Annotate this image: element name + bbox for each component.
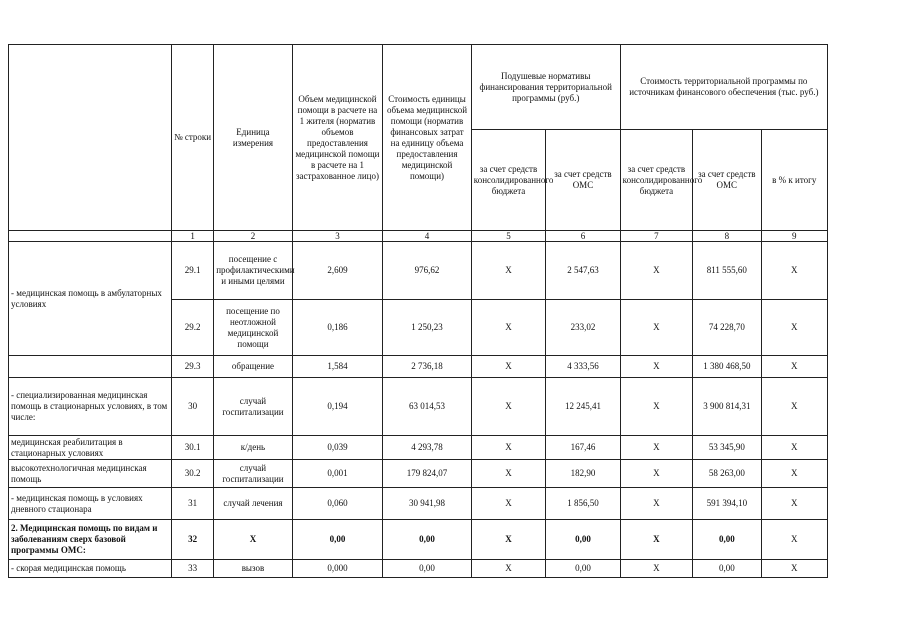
row-cost: 0,00 <box>383 520 472 560</box>
table-row <box>9 520 828 560</box>
header-unit-cost: Стоимость единицы объема медицинской помощи (норматив финансовых затрат на единицу объема предоставления медицинской помощи) <box>383 45 472 231</box>
row-c8: 0,00 <box>693 560 761 578</box>
header-per-capita-group: Подушевые нормативы финансирования территориальной программы (руб.) <box>471 45 620 130</box>
row-cost: 4 293,78 <box>383 436 472 460</box>
row-unit: вызов <box>214 560 292 578</box>
column-number: 2 <box>214 231 292 242</box>
row-c7: X <box>620 242 692 300</box>
row-c8: 591 394,10 <box>693 488 761 520</box>
row-unit: посещение с профилактическими и иными целями <box>214 242 292 300</box>
row-c9: X <box>761 300 827 356</box>
row-label: 2. Медицинская помощь по видам и заболеваниям сверх базовой программы ОМС: <box>9 520 172 560</box>
row-c9: X <box>761 436 827 460</box>
row-c6: 1 856,50 <box>546 488 620 520</box>
header-program-cost-group: Стоимость территориальной программы по источникам финансового обеспечения (тыс. руб.) <box>620 45 827 130</box>
row-c7: X <box>620 378 692 436</box>
row-c9: X <box>761 520 827 560</box>
row-unit: к/день <box>214 436 292 460</box>
row-c6: 0,00 <box>546 520 620 560</box>
row-cost: 1 250,23 <box>383 300 472 356</box>
row-c8: 58 263,00 <box>693 460 761 488</box>
column-number: 5 <box>471 231 545 242</box>
row-c9: X <box>761 242 827 300</box>
row-volume: 0,001 <box>292 460 383 488</box>
header-cost-percent: в % к итогу <box>761 130 827 231</box>
column-number: 1 <box>171 231 213 242</box>
row-volume: 2,609 <box>292 242 383 300</box>
row-cost: 63 014,53 <box>383 378 472 436</box>
row-cost: 30 941,98 <box>383 488 472 520</box>
row-unit: случай лечения <box>214 488 292 520</box>
row-volume: 1,584 <box>292 356 383 378</box>
row-c6: 4 333,56 <box>546 356 620 378</box>
header-cost-oms: за счет средств ОМС <box>693 130 761 231</box>
header-row-1 <box>9 45 828 130</box>
header-per-capita-oms: за счет средств ОМС <box>546 130 620 231</box>
row-c9: X <box>761 378 827 436</box>
table-row <box>9 488 828 520</box>
row-c9: X <box>761 488 827 520</box>
row-number: 32 <box>171 520 213 560</box>
row-label: - медицинская помощь в амбулаторных условиях <box>9 242 172 356</box>
row-unit: посещение по неотложной медицинской помощи <box>214 300 292 356</box>
row-label: высокотехнологичная медицинская помощь <box>9 460 172 488</box>
header-per-capita-budget: за счет средств консолидированного бюджета <box>471 130 545 231</box>
column-number: 3 <box>292 231 383 242</box>
row-c5: X <box>471 356 545 378</box>
row-c8: 53 345,90 <box>693 436 761 460</box>
row-c6: 2 547,63 <box>546 242 620 300</box>
row-c9: X <box>761 560 827 578</box>
row-label: - медицинская помощь в условиях дневного стационара <box>9 488 172 520</box>
row-volume: 0,00 <box>292 520 383 560</box>
row-number: 30.2 <box>171 460 213 488</box>
row-label: медицинская реабилитация в стационарных условиях <box>9 436 172 460</box>
row-unit: случай госпитализации <box>214 378 292 436</box>
row-c5: X <box>471 560 545 578</box>
row-number: 29.1 <box>171 242 213 300</box>
row-c8: 811 555,60 <box>693 242 761 300</box>
row-number: 29.2 <box>171 300 213 356</box>
header-unit: Единица измерения <box>214 45 292 231</box>
row-c5: X <box>471 242 545 300</box>
header-label-blank <box>9 45 172 231</box>
header-row-number: № строки <box>171 45 213 231</box>
row-number: 30 <box>171 378 213 436</box>
row-number: 31 <box>171 488 213 520</box>
row-c5: X <box>471 488 545 520</box>
table-row <box>9 378 828 436</box>
column-number: 7 <box>620 231 692 242</box>
row-c7: X <box>620 460 692 488</box>
column-number: 9 <box>761 231 827 242</box>
row-volume: 0,039 <box>292 436 383 460</box>
row-c7: X <box>620 300 692 356</box>
table-row <box>9 436 828 460</box>
row-label: - специализированная медицинская помощь в стационарных условиях, в том числе: <box>9 378 172 436</box>
financing-table <box>8 44 828 578</box>
table-row <box>9 242 828 300</box>
row-c7: X <box>620 520 692 560</box>
row-c6: 12 245,41 <box>546 378 620 436</box>
column-number: 8 <box>693 231 761 242</box>
row-label <box>9 356 172 378</box>
row-c5: X <box>471 300 545 356</box>
row-unit: обращение <box>214 356 292 378</box>
row-c5: X <box>471 520 545 560</box>
table-row <box>9 356 828 378</box>
column-number: 6 <box>546 231 620 242</box>
row-c7: X <box>620 436 692 460</box>
row-c5: X <box>471 460 545 488</box>
row-cost: 0,00 <box>383 560 472 578</box>
row-volume: 0,186 <box>292 300 383 356</box>
row-c7: X <box>620 356 692 378</box>
row-c5: X <box>471 378 545 436</box>
row-number: 29.3 <box>171 356 213 378</box>
row-c7: X <box>620 560 692 578</box>
column-number-blank <box>9 231 172 242</box>
column-number: 4 <box>383 231 472 242</box>
row-volume: 0,194 <box>292 378 383 436</box>
row-c8: 0,00 <box>693 520 761 560</box>
row-label: - скорая медицинская помощь <box>9 560 172 578</box>
row-c6: 167,46 <box>546 436 620 460</box>
row-c7: X <box>620 488 692 520</box>
row-c9: X <box>761 356 827 378</box>
row-c6: 233,02 <box>546 300 620 356</box>
row-c5: X <box>471 436 545 460</box>
row-c8: 1 380 468,50 <box>693 356 761 378</box>
column-numbers-row <box>9 231 828 242</box>
row-volume: 0,000 <box>292 560 383 578</box>
row-number: 30.1 <box>171 436 213 460</box>
header-volume: Объем медицинской помощи в расчете на 1 жителя (норматив объемов предоставления медицинской помощи в расчете на 1 застрахованное лицо) <box>292 45 383 231</box>
row-unit: X <box>214 520 292 560</box>
row-number: 33 <box>171 560 213 578</box>
row-c8: 74 228,70 <box>693 300 761 356</box>
table-row <box>9 460 828 488</box>
row-cost: 179 824,07 <box>383 460 472 488</box>
row-c6: 0,00 <box>546 560 620 578</box>
row-cost: 2 736,18 <box>383 356 472 378</box>
row-volume: 0,060 <box>292 488 383 520</box>
row-unit: случай госпитализации <box>214 460 292 488</box>
row-cost: 976,62 <box>383 242 472 300</box>
row-c9: X <box>761 460 827 488</box>
row-c6: 182,90 <box>546 460 620 488</box>
header-cost-budget: за счет средств консолидированного бюджета <box>620 130 692 231</box>
table-row <box>9 560 828 578</box>
row-c8: 3 900 814,31 <box>693 378 761 436</box>
